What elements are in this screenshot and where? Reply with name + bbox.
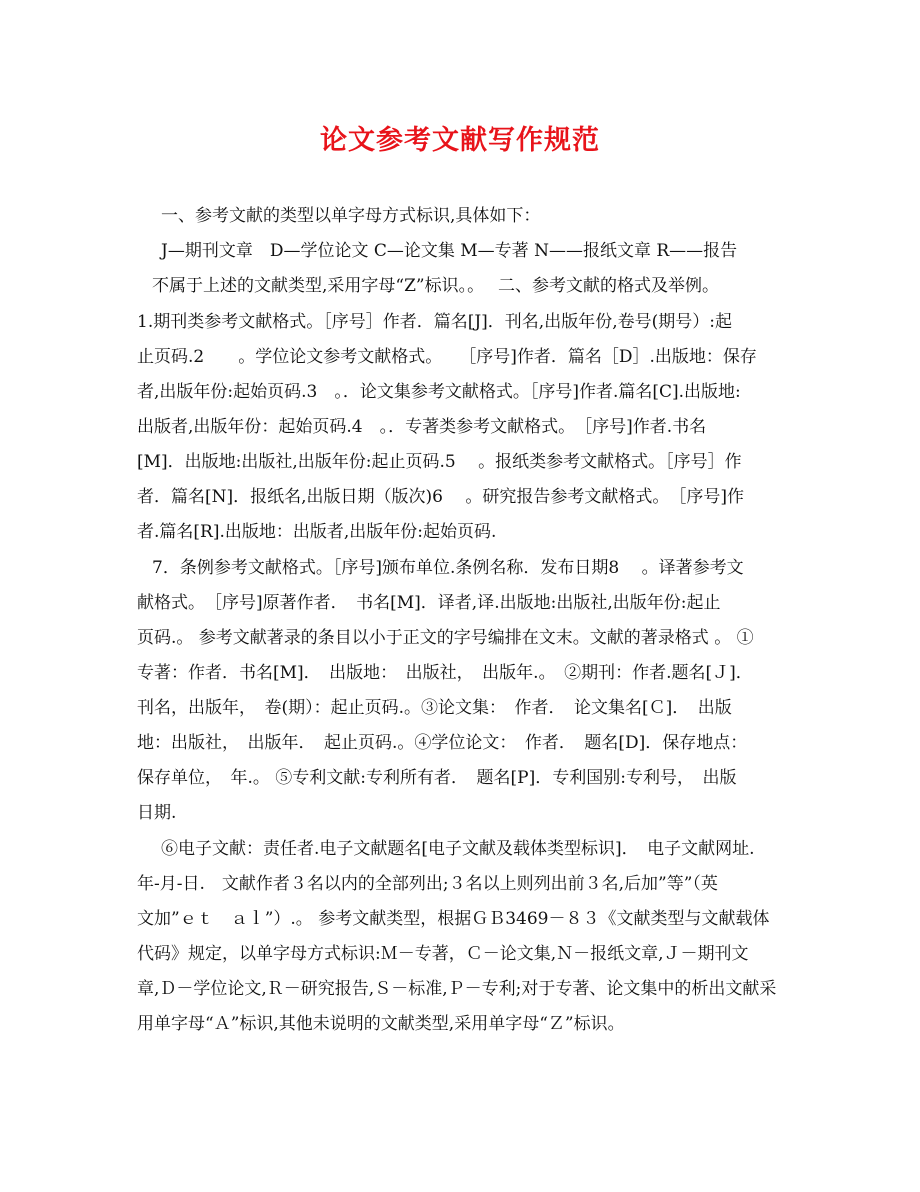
paragraph-line: 章,Ｄ－学位论文,Ｒ－研究报告,Ｓ－标准,Ｐ－专利;对于专著、论文集中的析出文献采 [137, 979, 777, 999]
paragraph-line: 7．条例参考文献格式。［序号]颁布单位.条例名称．发布日期8 。译著参考文 [152, 558, 744, 578]
paragraph-line: 出版者,出版年份：起始页码.4 。．专著类参考文献格式。 ［序号]作者.书名 [137, 417, 707, 437]
paragraph-line: J—期刊文章 D—学位论文 C—论文集 M—专著 N——报纸文章 R——报告 [161, 241, 738, 261]
paragraph-line: 者,出版年份:起始页码.3 。．论文集参考文献格式。［序号]作者.篇名[C].出版地: [137, 382, 741, 402]
paragraph-line: 止页码.2 。学位论文参考文献格式。 ［序号]作者．篇名［D］.出版地：保存 [137, 347, 757, 367]
paragraph-line: 一、参考文献的类型以单字母方式标识,具体如下： [161, 206, 541, 226]
paragraph-line: 年-月-日. 文献作者３名以内的全部列出;３名以上则列出前３名,后加”等”（英 [137, 874, 718, 894]
document-title: 论文参考文献写作规范 [320, 125, 600, 156]
paragraph-line: 代码》规定，以单字母方式标识:Ｍ－专著，Ｃ－论文集,Ｎ－报纸文章,Ｊ－期刊文 [137, 944, 749, 964]
paragraph-line: 刊名，出版年， 卷(期）：起止页码.。③论文集： 作者． 论文集名[Ｃ]． 出版 [137, 698, 732, 718]
paragraph-line: 文加”ｅｔ ａｌ”）.。 参考文献类型，根据ＧＢ3469－８３《文献类型与文献载体 [137, 909, 770, 929]
paragraph-line: 保存单位， 年.。 ⑤专利文献:专利所有者． 题名[P]．专利国别:专利号， 出版 [137, 768, 737, 788]
paragraph-line: 地：出版社， 出版年． 起止页码.。④学位论文： 作者． 题名[D]．保存地点： [137, 733, 748, 753]
paragraph-line: 献格式。 ［序号]原著作者． 书名[M]．译者,译.出版地:出版社,出版年份:起止 [137, 593, 721, 613]
paragraph-line: 1.期刊类参考文献格式。［序号］作者．篇名[J]．刊名,出版年份,卷号(期号）:起 [137, 312, 732, 332]
paragraph-line: 者.篇名[R].出版地：出版者,出版年份:起始页码. [137, 522, 497, 542]
paragraph-line: 页码.。 参考文献著录的条目以小于正文的字号编排在文末。文献的著录格式 。 ① [137, 628, 754, 648]
paragraph-line: 者．篇名[N]．报纸名,出版日期（版次)6 。研究报告参考文献格式。 ［序号]作 [137, 487, 745, 507]
paragraph-line: 不属于上述的文献类型,采用字母“Z”标识。。 二、参考文献的格式及举例。 [152, 276, 719, 296]
paragraph-line: 专著：作者．书名[M]． 出版地： 出版社， 出版年.。 ②期刊：作者.题名[Ｊ]． [137, 663, 753, 683]
paragraph-line: 用单字母“Ａ”标识,其他未说明的文献类型,采用单字母“Ｚ”标识。 [137, 1014, 625, 1034]
paragraph-line: ⑥电子文献：责任者.电子文献题名[电子文献及载体类型标识]． 电子文献网址. [161, 839, 755, 859]
paragraph-line: 日期. [137, 803, 177, 823]
paragraph-line: [M]．出版地:出版社,出版年份:起止页码.5 。报纸类参考文献格式。［序号］作 [137, 452, 742, 472]
